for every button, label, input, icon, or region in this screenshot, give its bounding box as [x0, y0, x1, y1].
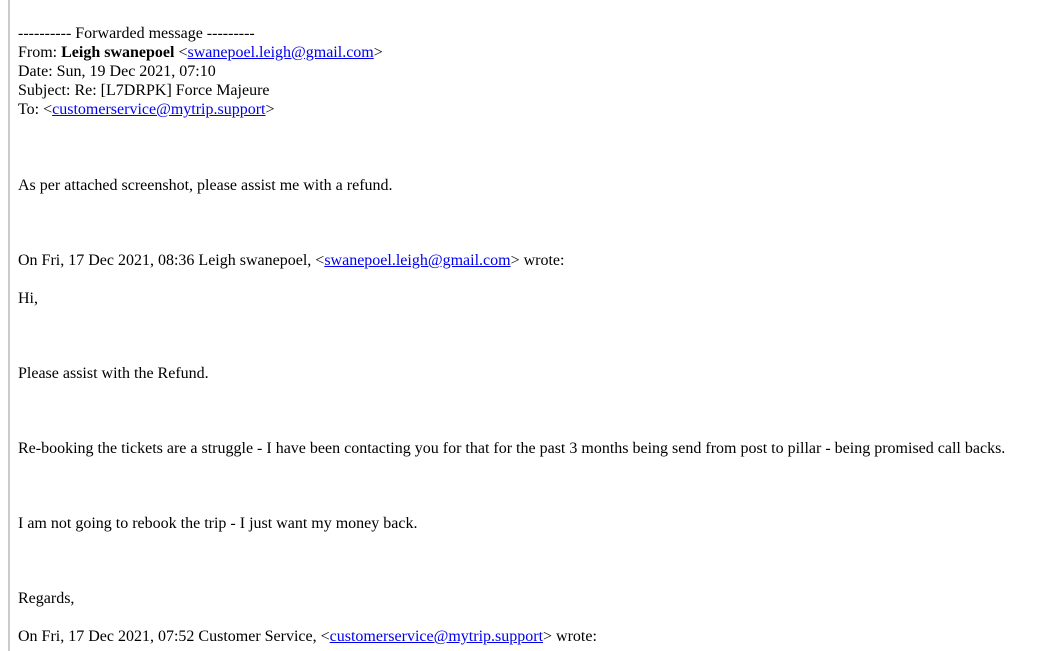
quote-attribution-2-suffix: > wrote: [543, 628, 597, 645]
quote-attribution-2-email-link[interactable]: customerservice@mytrip.support [329, 628, 544, 645]
to-line [18, 100, 1048, 119]
quote-attribution-1-email-link[interactable]: swanepoel.leigh@gmail.com [324, 252, 511, 269]
quote-attribution-2-prefix: On Fri, 17 Dec 2021, 07:52 Customer Service, < [18, 628, 330, 645]
to-bracket-close: > [265, 101, 275, 118]
body-greeting: Hi, [18, 290, 38, 307]
forwarded-email-quote-block [8, 0, 1052, 651]
to-bracket-open: < [43, 101, 53, 118]
subject-line: Subject: Re: [L7DRPK] Force Majeure [18, 82, 270, 99]
quote-attribution-1 [18, 251, 1048, 270]
quote-attribution-1-suffix: > wrote: [510, 252, 565, 269]
forwarded-message-header [18, 24, 1048, 119]
date-line: Date: Sun, 19 Dec 2021, 07:10 [18, 63, 216, 80]
body-closing: Regards, [18, 590, 75, 607]
body-rebooking-line: Re-booking the tickets are a struggle - I have been contacting you for that for the past 3 months being send from post to pillar - being promised call backs. [18, 440, 1006, 457]
from-email-link[interactable]: swanepoel.leigh@gmail.com [187, 44, 374, 61]
quote-attribution-1-prefix: On Fri, 17 Dec 2021, 08:36 Leigh swanepoel, < [18, 252, 325, 269]
body-money-back-line: I am not going to rebook the trip - I just want my money back. [18, 515, 418, 532]
to-email-link[interactable]: customerservice@mytrip.support [52, 101, 266, 118]
from-sender-name: Leigh swanepoel [61, 44, 175, 61]
from-bracket-open: < [174, 44, 188, 61]
from-line [18, 43, 1048, 62]
to-label: To: [18, 101, 44, 118]
forwarded-message-divider: ---------- Forwarded message --------- [18, 25, 255, 42]
from-label: From: [18, 44, 62, 61]
from-bracket-close: > [373, 44, 383, 61]
quote-attribution-2 [18, 627, 1048, 646]
body-refund-line: Please assist with the Refund. [18, 365, 209, 382]
body-refund-request: As per attached screenshot, please assist me with a refund. [18, 177, 393, 194]
